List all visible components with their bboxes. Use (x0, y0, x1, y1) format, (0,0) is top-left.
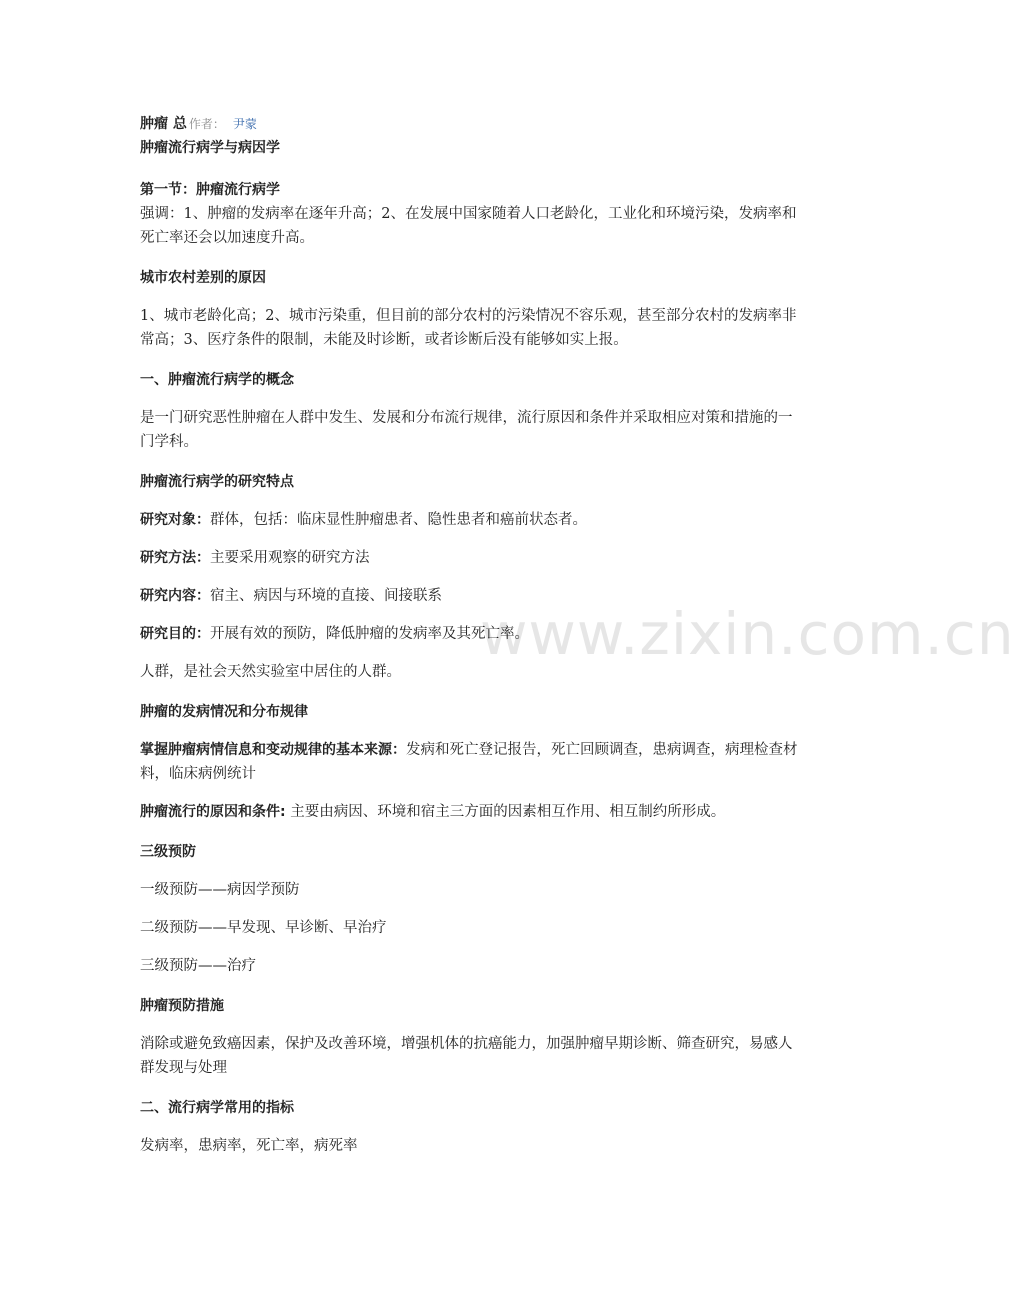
research-goal (140, 622, 800, 646)
features-heading: 肿瘤流行病学的研究特点 (140, 474, 294, 490)
research-goal-text: 开展有效的预防，降低肿瘤的发病率及其死亡率。 (210, 626, 529, 642)
research-object (140, 508, 800, 532)
measures-heading: 肿瘤预防措施 (140, 998, 224, 1014)
cause-text: 主要由病因、环境和宿主三方面的因素相互作用、相互制约所形成。 (285, 804, 726, 820)
watermark: www.zixin.com.cn (480, 600, 1015, 668)
prevention-level-1: 一级预防——病因学预防 (140, 882, 300, 898)
prevention-heading: 三级预防 (140, 844, 196, 860)
header-title: 肿瘤 总 (140, 116, 187, 132)
urban-rural-paragraph: 1、城市老龄化高；2、城市污染重，但目前的部分农村的污染情况不容乐观，甚至部分农村的发病率非常高；3、医疗条件的限制，未能及时诊断，或者诊断后没有能够如实上报。 (140, 308, 797, 348)
research-object-text: 群体，包括：临床显性肿瘤患者、隐性患者和癌前状态者。 (210, 512, 587, 528)
research-object-label: 研究对象： (140, 512, 210, 528)
concept-heading: 一、肿瘤流行病学的概念 (140, 372, 294, 388)
doc-title: 肿瘤流行病学与病因学 (140, 140, 280, 156)
source-paragraph (140, 738, 800, 786)
author-link[interactable]: 尹蒙 (232, 117, 257, 131)
measures-paragraph: 消除或避免致癌因素，保护及改善环境，增强机体的抗癌能力，加强肿瘤早期诊断、筛查研究，易感人群发现与处理 (140, 1036, 793, 1076)
doc-header (140, 112, 800, 136)
research-content-label: 研究内容： (140, 588, 210, 604)
concept-paragraph: 是一门研究恶性肿瘤在人群中发生、发展和分布流行规律，流行原因和条件并采取相应对策和措施的一门学科。 (140, 410, 793, 450)
research-method-label: 研究方法： (140, 550, 210, 566)
urban-rural-heading: 城市农村差别的原因 (140, 270, 266, 286)
research-goal-label: 研究目的： (140, 626, 210, 642)
research-content-text: 宿主、病因与环境的直接、间接联系 (210, 588, 442, 604)
research-content (140, 584, 800, 608)
prevention-level-3: 三级预防——治疗 (140, 958, 256, 974)
document-content (140, 112, 800, 1158)
source-text: 发病和死亡登记报告，死亡回顾调查，患病调查，病理检查材料，临床病例统计 (140, 742, 798, 782)
section-heading-1: 第一节：肿瘤流行病学 (140, 182, 280, 198)
indicators-heading: 二、流行病学常用的指标 (140, 1100, 294, 1116)
prevention-level-2: 二级预防——早发现、早诊断、早治疗 (140, 920, 387, 936)
author-label: 作者： (188, 117, 225, 131)
indicators-paragraph: 发病率，患病率，死亡率，病死率 (140, 1138, 358, 1154)
research-method-text: 主要采用观察的研究方法 (210, 550, 370, 566)
cause-label: 肿瘤流行的原因和条件: (140, 804, 286, 820)
research-method (140, 546, 800, 570)
source-label: 掌握肿瘤病情信息和变动规律的基本来源： (140, 742, 406, 758)
cause-paragraph (140, 800, 800, 824)
distribution-heading: 肿瘤的发病情况和分布规律 (140, 704, 308, 720)
emphasis-paragraph: 强调：1、肿瘤的发病率在逐年升高；2、在发展中国家随着人口老龄化，工业化和环境污染，发病率和死亡率还会以加速度升高。 (140, 206, 797, 246)
crowd-paragraph: 人群，是社会天然实验室中居住的人群。 (140, 664, 401, 680)
